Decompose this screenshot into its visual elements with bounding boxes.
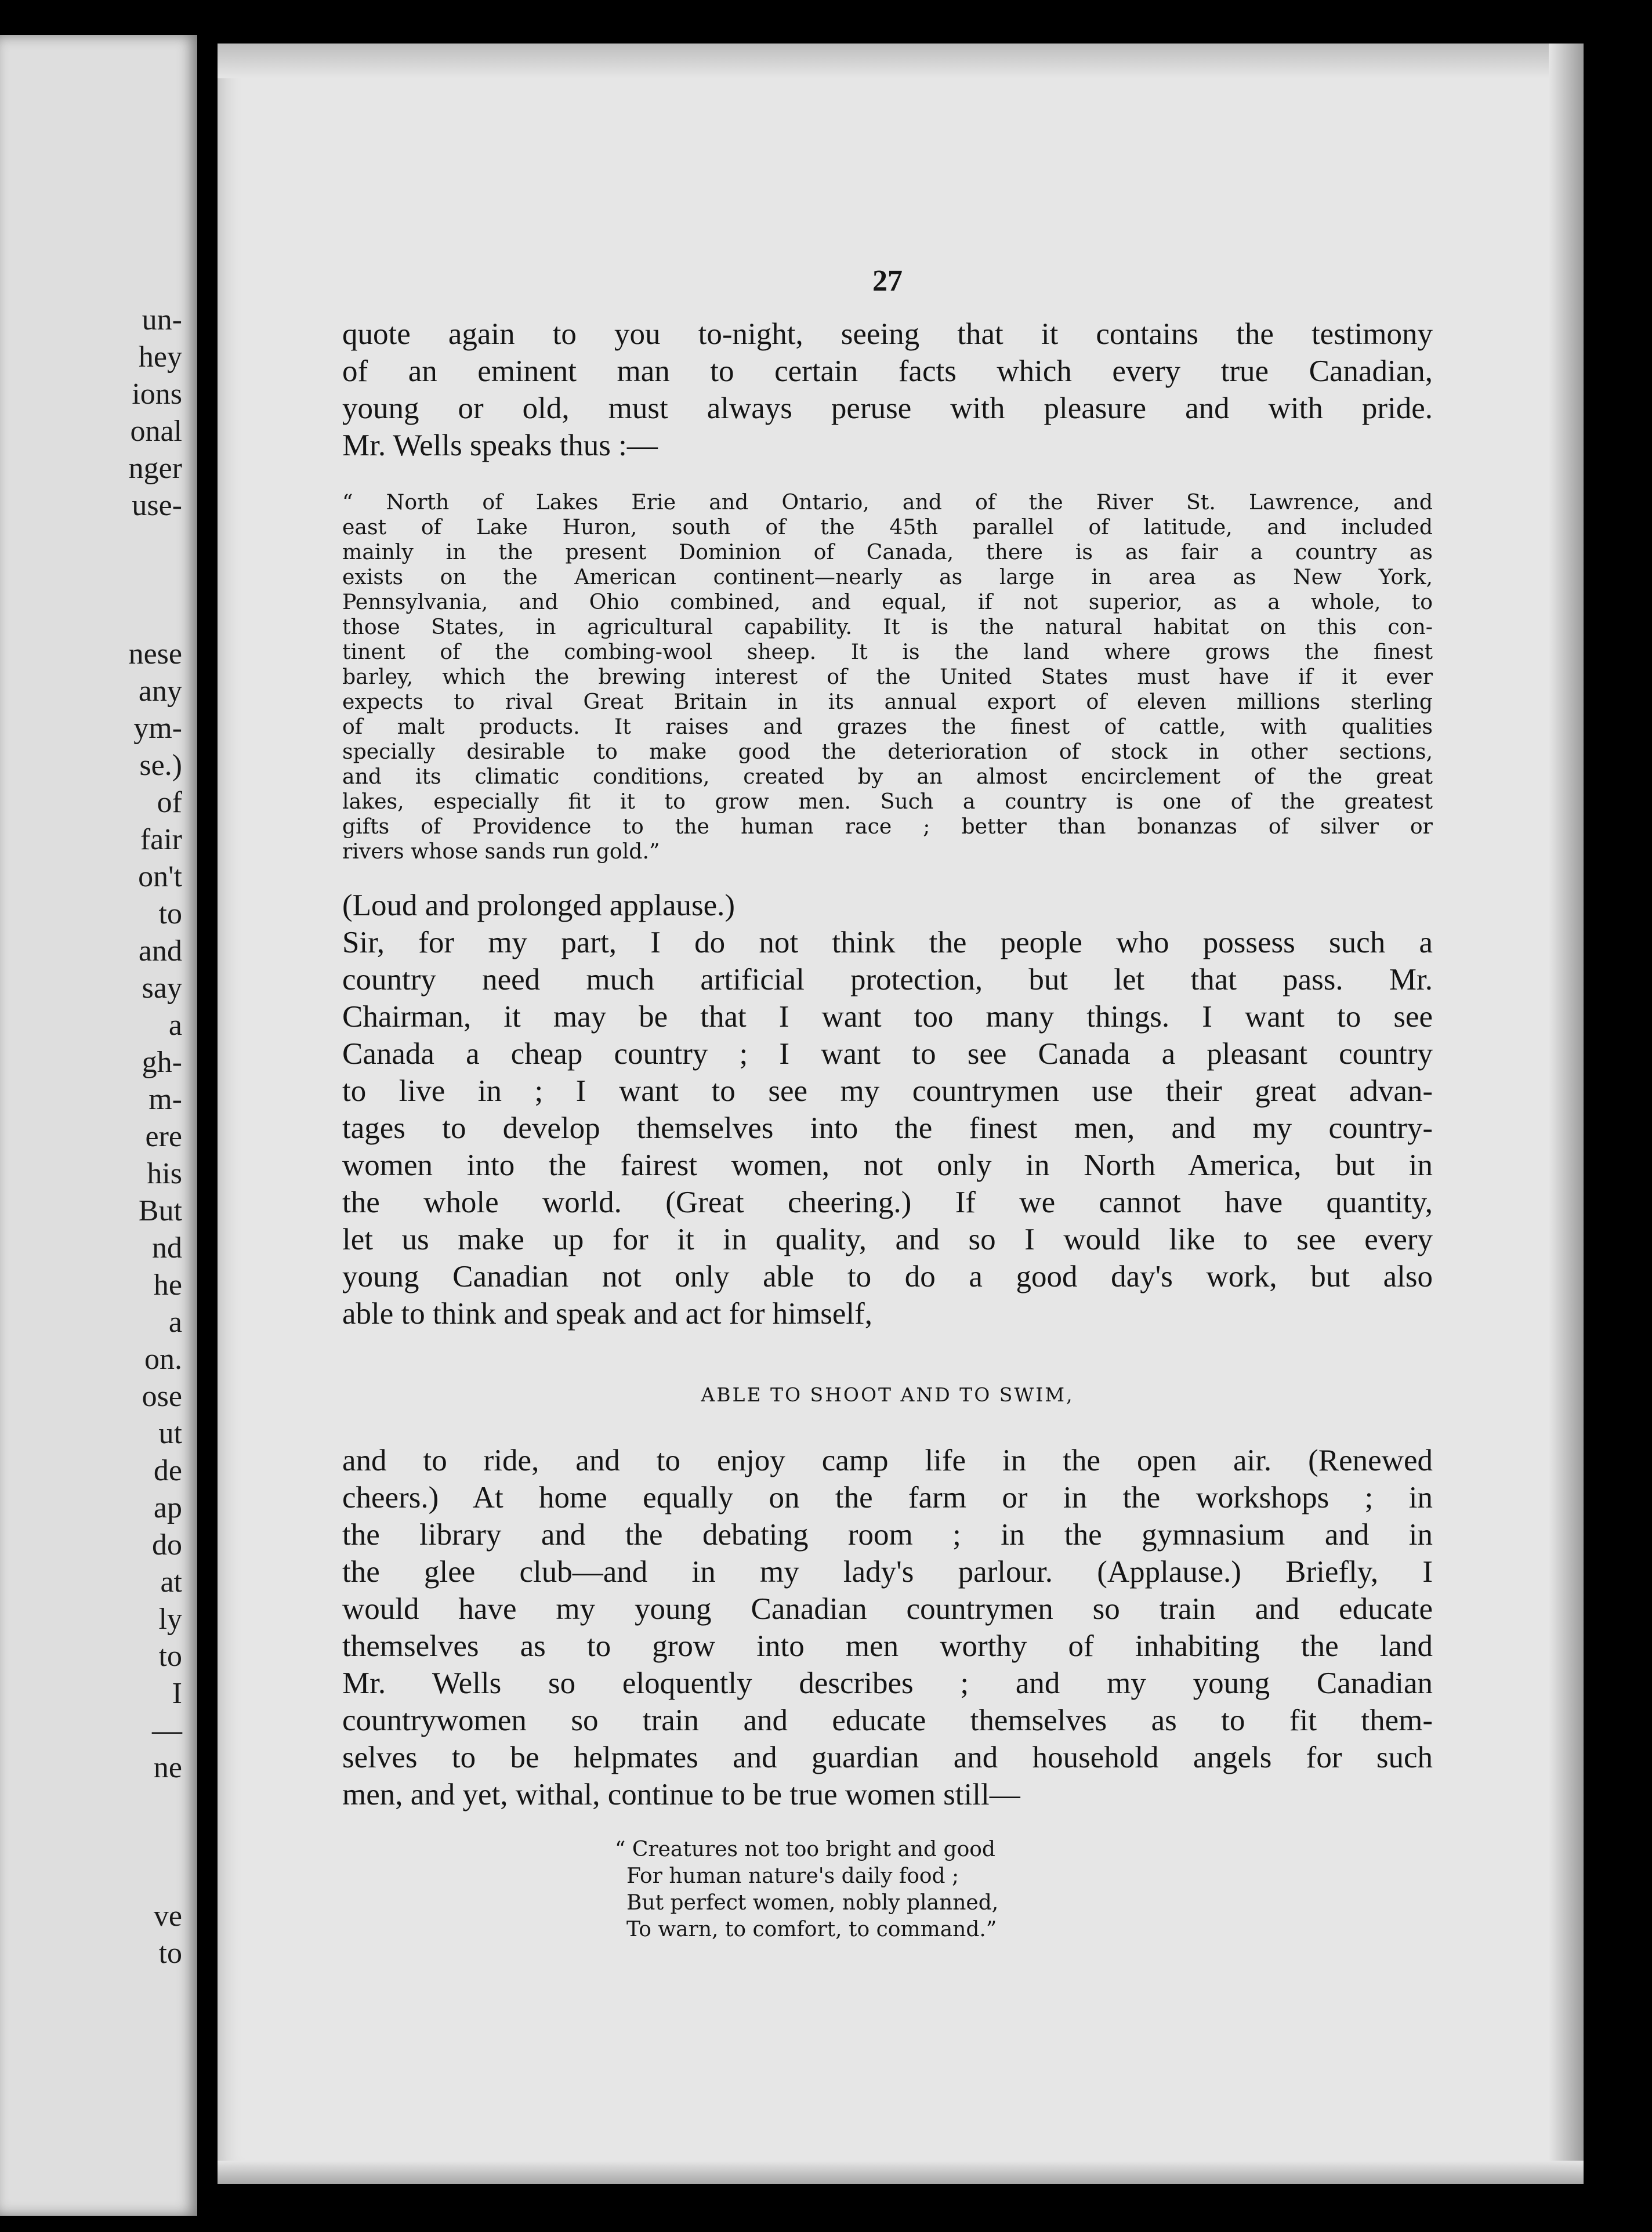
previous-page-fragment-line: use- bbox=[132, 489, 182, 522]
previous-page-fragment-line: ym- bbox=[133, 712, 182, 745]
previous-page-fragment-line bbox=[8, 1787, 182, 1824]
previous-page-fragment-line: a bbox=[168, 1306, 182, 1339]
previous-page-fragment-line: ap bbox=[153, 1491, 182, 1524]
quote-line: east of Lake Huron, south of the 45th parallel of latitude, and included bbox=[342, 514, 1433, 539]
previous-page-fragment-line: m- bbox=[148, 1083, 182, 1116]
quote-line: of malt products. It raises and grazes the finest of cattle, with qualities bbox=[342, 714, 1433, 739]
quote-line: exists on the American continent—nearly as large in area as New York, bbox=[342, 564, 1433, 589]
quote-line: Pennsylvania, and Ohio combined, and equal, if not superior, as a whole, to bbox=[342, 589, 1433, 614]
applause-line bbox=[342, 887, 1433, 924]
previous-page-fragment bbox=[0, 35, 197, 2216]
book-page bbox=[218, 44, 1584, 2184]
quote-line: lakes, especially fit it to grow men. Such a country is one of the greatest bbox=[342, 789, 1433, 814]
previous-page-fragment-line: de bbox=[153, 1454, 182, 1487]
body-line: let us make up for it in quality, and so I would like to see every bbox=[342, 1223, 1433, 1256]
previous-page-fragment-line: to bbox=[158, 1640, 182, 1673]
previous-page-fragment-line: un- bbox=[142, 303, 182, 336]
opening-line: Mr. Wells speaks thus :— bbox=[342, 429, 658, 462]
poem-line: But perfect women, nobly planned, bbox=[626, 1891, 999, 1915]
previous-page-fragment-line bbox=[8, 1824, 182, 1861]
poem-line: “ Creatures not too bright and good bbox=[615, 1838, 995, 1861]
opening-line: quote again to you to-night, seeing that it contains the testimony bbox=[342, 317, 1433, 351]
previous-page-fragment-line: nd bbox=[152, 1231, 182, 1264]
body-line: country need much artificial protection, but let that pass. Mr. bbox=[342, 963, 1433, 997]
closing-line: the glee club—and in my lady's parlour. (Applause.) Briefly, I bbox=[342, 1555, 1433, 1589]
previous-page-fragment-line: ions bbox=[132, 378, 182, 411]
body-line: women into the fairest women, not only in North America, but in bbox=[342, 1148, 1433, 1182]
body-line: the whole world. (Great cheering.) If we cannot have quantity, bbox=[342, 1186, 1433, 1219]
previous-page-fragment-line bbox=[8, 524, 182, 561]
previous-page-fragment-line: se.) bbox=[139, 749, 182, 782]
previous-page-fragment-line: on't bbox=[138, 860, 182, 893]
previous-page-fragment-line: fair bbox=[140, 823, 182, 856]
previous-page-fragment-line: gh- bbox=[142, 1046, 182, 1079]
previous-page-fragment-line: he bbox=[153, 1269, 182, 1302]
previous-page-fragment-line: a bbox=[168, 1009, 182, 1042]
previous-page-fragment-line: onal bbox=[130, 415, 182, 448]
quote-line: gifts of Providence to the human race ; better than bonanzas of silver or bbox=[342, 814, 1433, 839]
quote-line: barley, which the brewing interest of the United States must have if it ever bbox=[342, 664, 1433, 689]
closing-line: the library and the debating room ; in the gymnasium and in bbox=[342, 1518, 1433, 1552]
body-line: able to think and speak and act for himself, bbox=[342, 1297, 872, 1331]
closing-line: selves to be helpmates and guardian and household angels for such bbox=[342, 1741, 1433, 1774]
previous-page-fragment-line: ve bbox=[153, 1900, 182, 1933]
previous-page-fragment-line: and bbox=[138, 934, 182, 968]
applause-text: (Loud and prolonged applause.) bbox=[342, 889, 736, 922]
previous-page-fragment-line: I bbox=[172, 1677, 182, 1710]
previous-page-fragment-line bbox=[8, 1861, 182, 1898]
previous-page-fragment-line: to bbox=[158, 897, 182, 930]
quote-line: tinent of the combing-wool sheep. It is the land where grows the finest bbox=[342, 639, 1433, 664]
closing-line: would have my young Canadian countrymen so train and educate bbox=[342, 1592, 1433, 1626]
opening-paragraph bbox=[342, 316, 1433, 464]
body-line: Canada a cheap country ; I want to see Canada a pleasant country bbox=[342, 1037, 1433, 1071]
closing-line: men, and yet, withal, continue to be true women still— bbox=[342, 1778, 1020, 1811]
closing-paragraph bbox=[342, 1442, 1433, 1813]
page-content bbox=[342, 264, 1433, 1943]
previous-page-fragment-line: ly bbox=[158, 1603, 182, 1636]
closing-line: countrywomen so train and educate themselves as to fit them- bbox=[342, 1704, 1433, 1737]
previous-page-fragment-line: at bbox=[160, 1566, 182, 1599]
closing-line: Mr. Wells so eloquently describes ; and my young Canadian bbox=[342, 1666, 1433, 1700]
previous-page-fragment-line: to bbox=[158, 1937, 182, 1970]
previous-page-fragment-line: on. bbox=[144, 1343, 182, 1376]
quote-line: rivers whose sands run gold.” bbox=[342, 839, 660, 864]
quote-line: expects to rival Great Britain in its annual export of eleven millions sterling bbox=[342, 689, 1433, 714]
quote-line: “ North of Lakes Erie and Ontario, and of the River St. Lawrence, and bbox=[342, 490, 1433, 514]
previous-page-fragment-line: of bbox=[157, 786, 182, 819]
body-paragraph bbox=[342, 924, 1433, 1332]
previous-page-fragment-line: ose bbox=[142, 1380, 182, 1413]
quote-line: specially desirable to make good the deterioration of stock in other sections, bbox=[342, 739, 1433, 764]
previous-page-fragment-line bbox=[8, 561, 182, 599]
quote-line: those States, in agricultural capability. It is the natural habitat on this con- bbox=[342, 614, 1433, 639]
previous-page-fragment-line: any bbox=[138, 675, 182, 708]
body-line: Chairman, it may be that I want too many things. I want to see bbox=[342, 1000, 1433, 1034]
previous-page-fragment-line: his bbox=[147, 1157, 182, 1190]
page-top-edge bbox=[218, 44, 1584, 78]
previous-page-fragment-line bbox=[8, 599, 182, 636]
opening-line: of an eminent man to certain facts which every true Canadian, bbox=[342, 354, 1433, 388]
poem-line: To warn, to comfort, to command.” bbox=[626, 1918, 997, 1941]
page-bottom-edge bbox=[218, 2161, 1584, 2184]
page-number: 27 bbox=[872, 264, 903, 298]
previous-page-fragment-line: ut bbox=[158, 1417, 182, 1450]
closing-line: cheers.) At home equally on the farm or in the workshops ; in bbox=[342, 1481, 1433, 1514]
previous-page-fragment-line: — bbox=[152, 1714, 182, 1747]
page-right-edge bbox=[1549, 44, 1584, 2184]
previous-page-fragment-line: But bbox=[138, 1194, 182, 1227]
previous-page-fragment-line: ere bbox=[145, 1120, 182, 1153]
body-line: to live in ; I want to see my countrymen use their great advan- bbox=[342, 1074, 1433, 1108]
previous-page-text bbox=[8, 302, 182, 1972]
previous-page-fragment-line: hey bbox=[138, 340, 182, 374]
body-line: tages to develop themselves into the finest men, and my country- bbox=[342, 1111, 1433, 1145]
section-subheading: ABLE TO SHOOT AND TO SWIM, bbox=[701, 1383, 1074, 1406]
closing-line: themselves as to grow into men worthy of inhabiting the land bbox=[342, 1629, 1433, 1663]
poem-line: For human nature's daily food ; bbox=[626, 1864, 959, 1888]
previous-page-fragment-line: do bbox=[152, 1528, 182, 1561]
previous-page-fragment-line: nger bbox=[128, 452, 182, 485]
wells-quotation bbox=[342, 490, 1433, 864]
previous-page-fragment-line: ne bbox=[153, 1751, 182, 1784]
previous-page-fragment-line: say bbox=[142, 972, 182, 1005]
body-line: Sir, for my part, I do not think the people who possess such a bbox=[342, 926, 1433, 959]
quote-line: and its climatic conditions, created by an almost encirclement of the great bbox=[342, 764, 1433, 789]
poem-quotation bbox=[615, 1836, 1433, 1943]
opening-line: young or old, must always peruse with pleasure and with pride. bbox=[342, 392, 1433, 425]
previous-page-fragment-line: nese bbox=[128, 637, 182, 671]
quote-line: mainly in the present Dominion of Canada, there is as fair a country as bbox=[342, 539, 1433, 564]
closing-line: and to ride, and to enjoy camp life in the open air. (Renewed bbox=[342, 1444, 1433, 1477]
body-line: young Canadian not only able to do a good day's work, but also bbox=[342, 1260, 1433, 1293]
